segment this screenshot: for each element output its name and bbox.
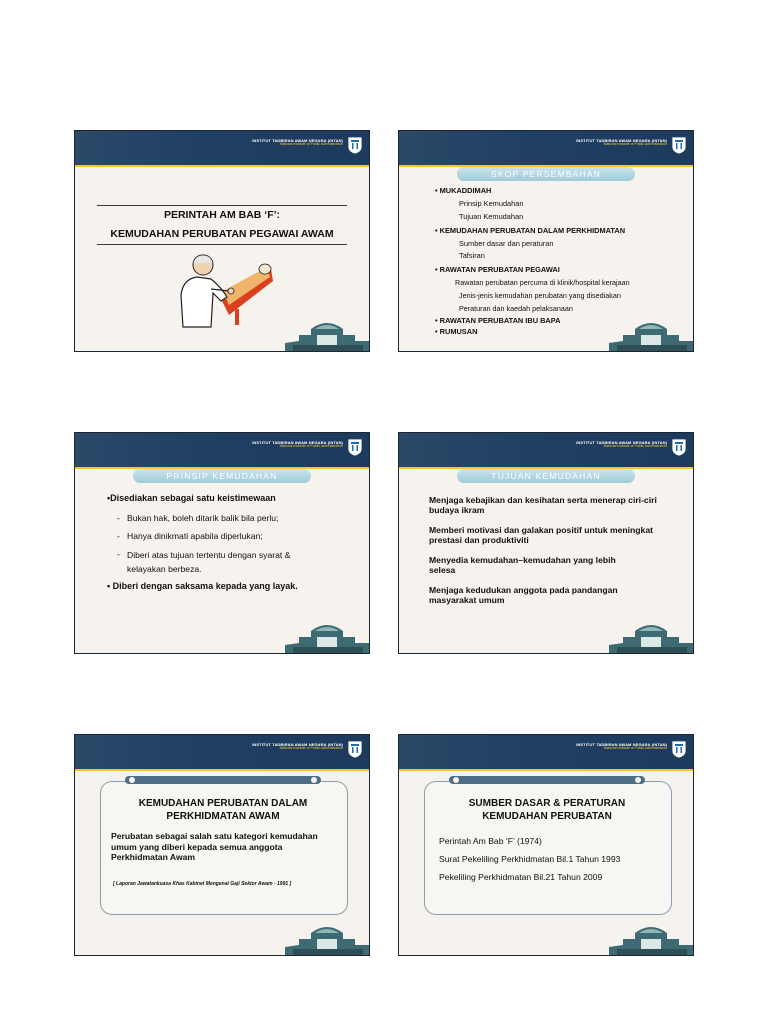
objective-item: Menjaga kebajikan dan kesihatan serta menerap ciri-ciri budaya ikram: [429, 495, 657, 516]
objective-item: Menjaga kedudukan anggota pada pandangan masyarakat umum: [429, 585, 618, 606]
agenda-subitem: Sumber dasar dan peraturan: [459, 239, 554, 248]
title-rule-top: [97, 205, 347, 206]
slide-1-subtitle: KEMUDAHAN PERUBATAN PEGAWAI AWAM: [110, 228, 334, 240]
principle-lead: •Disediakan sebagai satu keistimewaan: [107, 493, 276, 503]
slide-header: [75, 433, 369, 469]
principle-dash: -: [117, 531, 120, 541]
section-heading: TUJUAN KEMUDAHAN: [457, 469, 635, 483]
slide-5-title: KEMUDAHAN PERUBATAN DALAM PERKHIDMATAN AWAM: [138, 798, 308, 822]
building-icon: [285, 921, 369, 955]
institute-subtitle: National Institute of Public Administration: [603, 746, 667, 751]
institute-label: [252, 139, 343, 147]
principle-closing: • Diberi dengan saksama kepada yang layak.: [107, 581, 298, 591]
slide-6-title: SUMBER DASAR & PERATURAN KEMUDAHAN PERUBATAN: [468, 798, 626, 822]
building-icon: [609, 619, 693, 653]
slide-5-citation: [ Laporan Jawatankuasa Khas Kabinet Mengenai Gaji Sektor Awam - 1991 ]: [113, 881, 292, 887]
slide-5: [74, 734, 370, 956]
slide-6: [398, 734, 694, 956]
slide-header: [75, 735, 369, 771]
principle-point: Bukan hak, boleh ditarik balik bila perlu;: [127, 513, 279, 523]
slide-header: [399, 735, 693, 771]
intan-logo-icon: [671, 135, 687, 155]
institute-subtitle: National Institute of Public Administration: [279, 444, 343, 449]
agenda-subitem: Peraturan dan kaedah pelaksanaan: [459, 304, 573, 313]
agenda-subitem: Jenis-jenis kemudahan perubatan yang disediakan: [459, 291, 621, 300]
institute-label: [252, 441, 343, 449]
panel-binder-bar: [449, 776, 645, 784]
institute-name: INSTITUT TADBIRAN AWAM NEGARA (INTAN): [252, 742, 343, 747]
institute-name: INSTITUT TADBIRAN AWAM NEGARA (INTAN): [576, 742, 667, 747]
building-icon: [285, 317, 369, 351]
agenda-item: • RUMUSAN: [435, 327, 478, 336]
slide-header: [399, 131, 693, 167]
panel-binder-bar: [125, 776, 321, 784]
source-item: Perintah Am Bab ‘F’ (1974): [439, 836, 542, 846]
institute-label: [252, 743, 343, 751]
institute-name: INSTITUT TADBIRAN AWAM NEGARA (INTAN): [252, 440, 343, 445]
slide-5-body: Perubatan sebagai salah satu kategori kemudahan umum yang diberi kepada semua anggota Perkhidmatan Awam: [111, 831, 318, 863]
agenda-item: • KEMUDAHAN PERUBATAN DALAM PERKHIDMATAN: [435, 226, 626, 235]
title-rule-bottom: [97, 244, 347, 245]
principle-point: Hanya dinikmati apabila diperlukan;: [127, 531, 263, 541]
slide-header: [399, 433, 693, 469]
slide-1-title: PERINTAH AM BAB ‘F’:: [163, 209, 281, 221]
principle-dash: -: [117, 549, 120, 559]
section-heading: SKOP PERSEMBAHAN: [457, 167, 635, 181]
institute-label: [576, 441, 667, 449]
slide-1: [74, 130, 370, 352]
agenda-item: • RAWATAN PERUBATAN IBU BAPA: [435, 316, 561, 325]
principle-dash: -: [117, 513, 120, 523]
institute-subtitle: National Institute of Public Administration: [603, 444, 667, 449]
doctor-illustration-icon: [175, 253, 273, 329]
source-item: Pekeliling Perkhidmatan Bil.21 Tahun 2009: [439, 872, 603, 882]
agenda-subitem: Prinsip Kemudahan: [459, 199, 524, 208]
institute-subtitle: National Institute of Public Administration: [279, 142, 343, 147]
source-item: Surat Pekeliling Perkhidmatan Bil.1 Tahun 1993: [439, 854, 621, 864]
objective-item: Menyedia kemudahan–kemudahan yang lebih selesa: [429, 555, 616, 576]
institute-label: [576, 139, 667, 147]
agenda-item: • RAWATAN PERUBATAN PEGAWAI: [435, 265, 560, 274]
agenda-subitem: Tujuan Kemudahan: [459, 212, 524, 221]
building-icon: [285, 619, 369, 653]
agenda-subitem: Tafsiran: [459, 251, 485, 260]
building-icon: [609, 921, 693, 955]
intan-logo-icon: [671, 437, 687, 457]
institute-subtitle: National Institute of Public Administration: [279, 746, 343, 751]
institute-label: [576, 743, 667, 751]
agenda-subitem: Rawatan perubatan percuma di klinik/hospital kerajaan: [455, 278, 630, 287]
institute-name: INSTITUT TADBIRAN AWAM NEGARA (INTAN): [252, 138, 343, 143]
building-icon: [609, 317, 693, 351]
intan-logo-icon: [347, 437, 363, 457]
institute-subtitle: National Institute of Public Administration: [603, 142, 667, 147]
objective-item: Memberi motivasi dan galakan positif untuk meningkat prestasi dan produktiviti: [429, 525, 653, 546]
slide-4: [398, 432, 694, 654]
intan-logo-icon: [347, 739, 363, 759]
intan-logo-icon: [347, 135, 363, 155]
slide-header: [75, 131, 369, 167]
agenda-item: • MUKADDIMAH: [435, 186, 492, 195]
principle-point: Diberi atas tujuan tertentu dengan syarat & kelayakan berbeza.: [127, 550, 291, 574]
slide-3: [74, 432, 370, 654]
institute-name: INSTITUT TADBIRAN AWAM NEGARA (INTAN): [576, 138, 667, 143]
institute-name: INSTITUT TADBIRAN AWAM NEGARA (INTAN): [576, 440, 667, 445]
slide-2: [398, 130, 694, 352]
section-heading: PRINSIP KEMUDAHAN: [133, 469, 311, 483]
intan-logo-icon: [671, 739, 687, 759]
